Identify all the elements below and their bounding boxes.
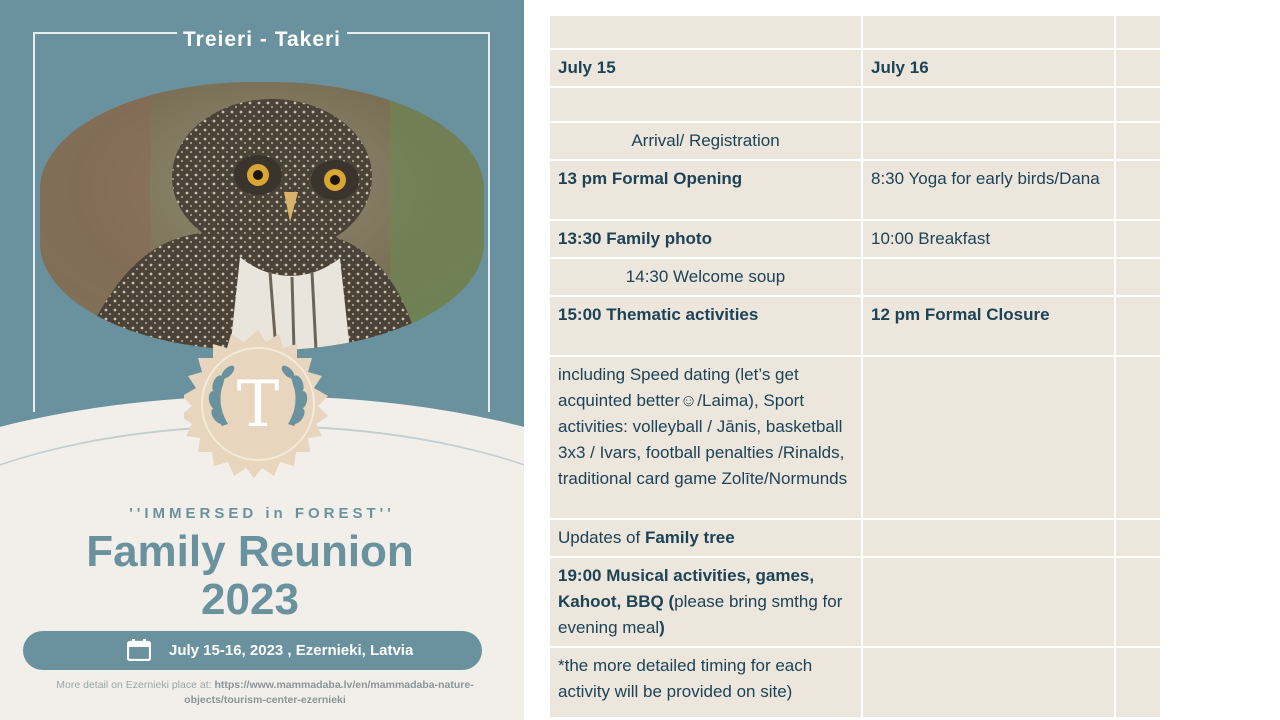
schedule-item-bold: ) (659, 618, 665, 637)
calendar-icon (127, 639, 151, 661)
table-cell (1115, 519, 1161, 557)
table-cell (1115, 122, 1161, 160)
schedule-item: 13:30 Family photo (549, 220, 862, 258)
title-line-2: 2023 (201, 575, 299, 624)
schedule-item: Arrival/ Registration (549, 122, 862, 160)
title-line-1: Family Reunion (86, 527, 414, 576)
table-row (549, 87, 1161, 122)
owl-image (40, 82, 484, 350)
table-cell (549, 15, 862, 49)
table-row (549, 160, 1161, 220)
schedule-item: 13 pm Formal Opening (549, 160, 862, 220)
schedule-item-bold: 19:00 Musical activities, games, Kahoot, BBQ ( (558, 566, 815, 611)
frame-title (0, 28, 524, 52)
schedule-item: 12 pm Formal Closure (862, 296, 1115, 356)
table-row (549, 296, 1161, 356)
schedule-item: 15:00 Thematic activities (549, 296, 862, 356)
table-row (549, 647, 1161, 718)
schedule-item (862, 122, 1115, 160)
table-row (549, 15, 1161, 49)
table-row (549, 258, 1161, 296)
schedule-item (862, 519, 1115, 557)
schedule-item: including Speed dating (let’s get acquinted better☺/Laima), Sport activities: volleyball / Jānis, basketball 3x3 / Ivars, football penalties /Rinalds, traditional card game Zolīte/Normunds (549, 356, 862, 519)
schedule-item-bold: Family tree (644, 528, 735, 547)
table-row (549, 220, 1161, 258)
event-poster (0, 0, 524, 720)
table-row (549, 557, 1161, 647)
footer-prefix: More detail on Ezernieki place at: (56, 679, 212, 691)
frame-title-text: Treieri - Takeri (177, 28, 347, 51)
schedule-item (549, 557, 862, 647)
schedule-item: 8:30 Yoga for early birds/Dana (862, 160, 1115, 220)
schedule-item (862, 258, 1115, 296)
schedule-item: 14:30 Welcome soup (549, 258, 862, 296)
schedule-item (862, 557, 1115, 647)
table-cell (862, 15, 1115, 49)
table-cell (862, 87, 1115, 122)
col-header-july15: July 15 (549, 49, 862, 87)
table-cell (1115, 87, 1161, 122)
schedule-footnote: *the more detailed timing for each activity will be provided on site) (549, 647, 862, 718)
owl-photo (40, 82, 484, 350)
schedule-table (548, 14, 1162, 719)
table-cell (1115, 647, 1161, 718)
table-cell (1115, 220, 1161, 258)
poster-title (0, 528, 500, 624)
table-cell (1115, 160, 1161, 220)
seal-badge (184, 330, 332, 478)
footer-note (20, 678, 510, 708)
tagline: ''IMMERSED in FOREST'' (129, 505, 395, 522)
schedule-item-normal: please bring smthg for evening meal (558, 592, 843, 637)
table-cell (1115, 15, 1161, 49)
schedule-item (549, 519, 862, 557)
date-location-text: July 15-16, 2023 , Ezernieki, Latvia (169, 642, 414, 659)
schedule-item: 10:00 Breakfast (862, 220, 1115, 258)
table-cell (1115, 258, 1161, 296)
table-cell (549, 87, 862, 122)
table-row (549, 519, 1161, 557)
schedule-item-prefix: Updates of (558, 528, 645, 547)
table-header-row (549, 49, 1161, 87)
seal-letter: T (236, 368, 280, 442)
table-row (549, 122, 1161, 160)
col-header-july16: July 16 (862, 49, 1115, 87)
schedule-item (862, 356, 1115, 519)
table-cell (1115, 356, 1161, 519)
table-cell (1115, 557, 1161, 647)
table-cell (1115, 296, 1161, 356)
table-cell (1115, 49, 1161, 87)
schedule-item (862, 647, 1115, 718)
footer-link[interactable]: https://www.mammadaba.lv/en/mammadaba-nature-objects/tourism-center-ezernieki (184, 679, 474, 706)
table-row (549, 356, 1161, 519)
date-location-pill (23, 631, 482, 670)
